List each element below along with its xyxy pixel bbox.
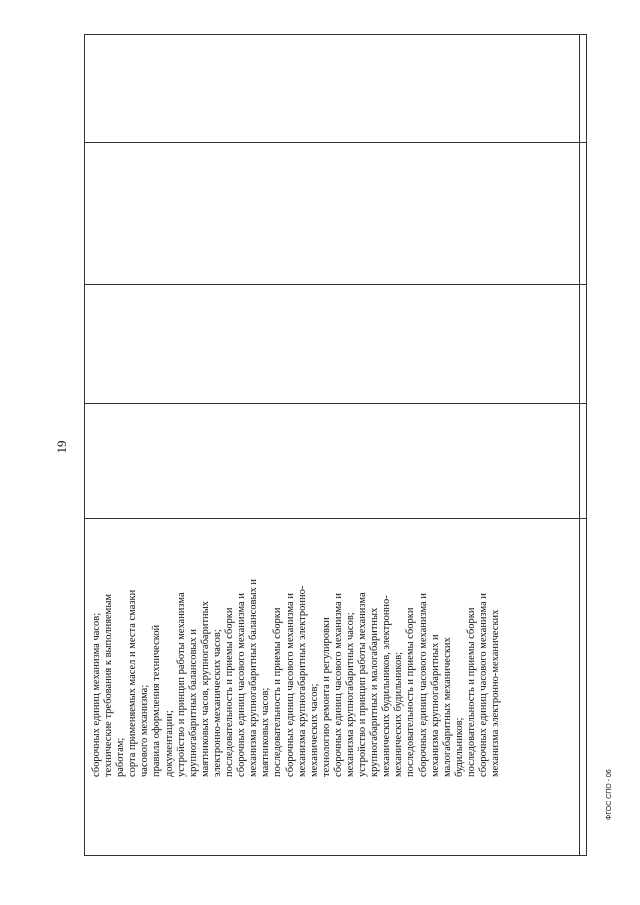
cell-line: механизма крупногабаритных и — [429, 634, 441, 777]
table-row-divider — [85, 403, 586, 404]
cell-line: последовательность и приемы сборки — [465, 607, 477, 777]
cell-line: механизма крупногабаритных электронно- — [296, 585, 308, 777]
cell-line: крупногабаритных и малогабаритных — [369, 607, 381, 777]
cell-line: механических часов; — [308, 683, 320, 777]
cell-line: сборочных единиц часового механизма и — [332, 593, 344, 777]
cell-line: работам; — [115, 737, 127, 777]
cell-line: последовательность и приемы сборки — [272, 607, 284, 777]
cell-line: электронно-механических часов; — [211, 629, 223, 777]
cell-line: последовательность и приемы сборки — [224, 607, 236, 777]
cell-line: сборочных единиц часового механизма и — [284, 593, 296, 777]
cell-line: маятниковых часов, крупногабаритных — [199, 601, 211, 777]
cell-line: механических будильников; — [393, 651, 405, 777]
cell-line: крупногабаритных балансовых и — [187, 629, 199, 777]
footer-code: ФГОС СПО - 06 — [606, 769, 613, 820]
cell-line: документации; — [163, 710, 175, 777]
cell-line: сборочных единиц часового механизма и — [417, 593, 429, 777]
cell-line: сорта применяемых масел и места смазки — [127, 589, 139, 777]
cell-line: малогабаритных механических — [441, 637, 453, 777]
cell-line: технологию ремонта и регулировки — [320, 617, 332, 777]
cell-line: последовательность и приемы сборки — [405, 607, 417, 777]
cell-line: сборочных единиц механизма часов; — [91, 612, 102, 777]
cell-line: устройство и принцип работы механизма — [357, 592, 369, 777]
cell-line: механических будильников, электронно- — [381, 595, 393, 777]
cell-line: сборочных единиц часового механизма и — [478, 593, 489, 777]
page-number: 19 — [54, 440, 69, 454]
cell-line: механизма крупногабаритных часов; — [344, 612, 356, 777]
cell-line: сборочных единиц часового механизма и — [236, 593, 248, 777]
table-row-divider — [85, 142, 586, 143]
cell-line: правила оформления технической — [151, 624, 163, 777]
table-row-divider — [85, 518, 586, 519]
cell-line: механизма электронно-механических — [490, 609, 502, 777]
cell-line: будильников; — [453, 717, 465, 777]
cell-line: маятниковых часов; — [260, 687, 272, 777]
table-cell-text — [91, 541, 589, 777]
cell-line: часового механизма; — [139, 684, 151, 777]
cell-line: устройство и принцип работы механизма — [175, 592, 187, 777]
cell-line: механизма крупногабаритных балансовых и — [248, 579, 260, 777]
cell-line: технические требования к выполняемым — [103, 593, 115, 777]
table-row-divider — [85, 284, 586, 285]
